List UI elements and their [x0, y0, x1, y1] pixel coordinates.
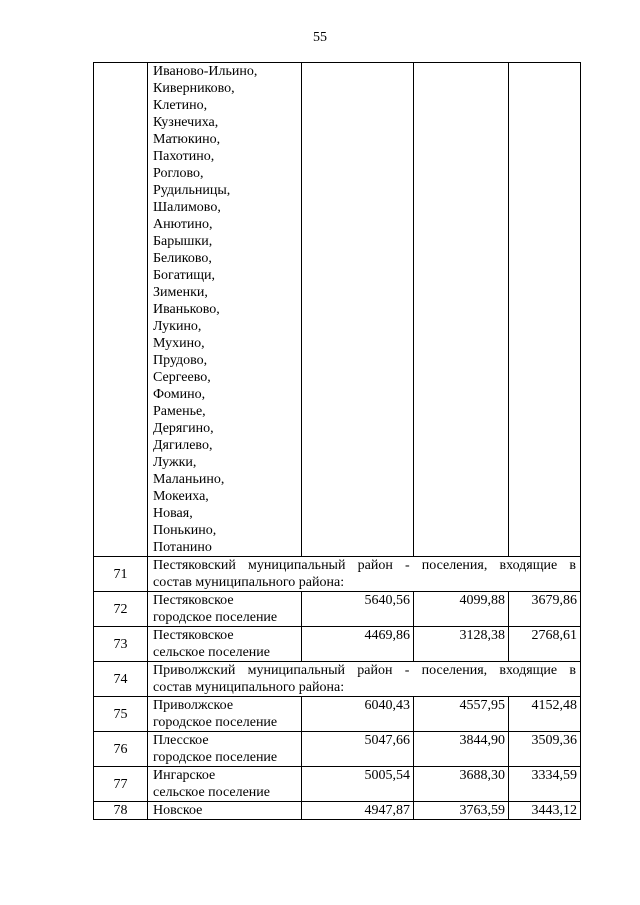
row-number: 75: [94, 697, 148, 732]
village-list-cell: [148, 63, 302, 557]
district-heading-line1: Приволжский муниципальный район - поселения, входящие в: [153, 663, 576, 678]
value-3: 3679,86: [509, 592, 581, 627]
row-number: 78: [94, 802, 148, 820]
value-cell-2: [414, 63, 509, 557]
value-2: 3128,38: [414, 627, 509, 662]
settlement-name-line1: Плесское: [153, 733, 209, 748]
settlement-name-line2: городское поселение: [153, 715, 278, 730]
district-heading: [148, 557, 581, 592]
village-name: Лукино,: [153, 319, 202, 334]
value-3: 3334,59: [509, 767, 581, 802]
district-heading-line2: состав муниципального района:: [153, 575, 345, 590]
table-row: [94, 557, 581, 592]
settlement-name-line2: городское поселение: [153, 610, 278, 625]
settlement-name: [148, 627, 302, 662]
table-row: [94, 662, 581, 697]
village-name: Прудово,: [153, 353, 208, 368]
settlement-name-line1: Приволжское: [153, 698, 234, 713]
village-name: Роглово,: [153, 166, 204, 181]
row-number-cell: [94, 63, 148, 557]
district-heading: [148, 662, 581, 697]
value-3: 2768,61: [509, 627, 581, 662]
village-name: Беликово,: [153, 251, 212, 266]
settlement-name-line1: Новское: [153, 803, 203, 818]
district-heading-line2: состав муниципального района:: [153, 680, 345, 695]
village-name: Сергеево,: [153, 370, 211, 385]
table-row-continuation: [94, 63, 581, 557]
village-name: Мухино,: [153, 336, 205, 351]
value-1: 5640,56: [302, 592, 414, 627]
village-name: Рудильницы,: [153, 183, 231, 198]
settlement-name: [148, 697, 302, 732]
value-1: 5047,66: [302, 732, 414, 767]
value-2: 3844,90: [414, 732, 509, 767]
village-name: Потанино: [153, 540, 212, 555]
village-name: Фомино,: [153, 387, 206, 402]
settlement-name: [148, 592, 302, 627]
value-1: 5005,54: [302, 767, 414, 802]
settlement-name-line2: сельское поселение: [153, 785, 270, 800]
value-1: 6040,43: [302, 697, 414, 732]
village-name: Раменье,: [153, 404, 206, 419]
village-name: Зименки,: [153, 285, 208, 300]
row-number: 74: [94, 662, 148, 697]
village-name: Мокеиха,: [153, 489, 209, 504]
settlement-name: [148, 802, 302, 820]
village-name: Киверниково,: [153, 81, 235, 96]
settlement-name: [148, 732, 302, 767]
settlements-table: [93, 62, 581, 820]
village-name: Иваново-Ильино,: [153, 64, 258, 79]
table-row: [94, 592, 581, 627]
value-3: 3509,36: [509, 732, 581, 767]
settlement-name-line2: городское поселение: [153, 750, 278, 765]
village-name: Пахотино,: [153, 149, 215, 164]
row-number: 77: [94, 767, 148, 802]
value-2: 4557,95: [414, 697, 509, 732]
village-name: Кузнечиха,: [153, 115, 219, 130]
village-name: Маланьино,: [153, 472, 225, 487]
value-2: 4099,88: [414, 592, 509, 627]
value-1: 4469,86: [302, 627, 414, 662]
table-row: [94, 732, 581, 767]
value-3: 4152,48: [509, 697, 581, 732]
village-name: Барышки,: [153, 234, 213, 249]
settlement-name-line2: сельское поселение: [153, 645, 270, 660]
settlement-name: [148, 767, 302, 802]
village-name: Иваньково,: [153, 302, 220, 317]
table-row: [94, 627, 581, 662]
district-heading-line1: Пестяковский муниципальный район - поселения, входящие в: [153, 558, 576, 573]
village-name: Анютино,: [153, 217, 213, 232]
row-number: 76: [94, 732, 148, 767]
table-row: [94, 802, 581, 820]
village-name: Понькино,: [153, 523, 217, 538]
table-row: [94, 767, 581, 802]
value-2: 3688,30: [414, 767, 509, 802]
row-number: 72: [94, 592, 148, 627]
table-row: [94, 697, 581, 732]
village-name: Богатищи,: [153, 268, 216, 283]
value-1: 4947,87: [302, 802, 414, 820]
value-3: 3443,12: [509, 802, 581, 820]
village-name: Матюкино,: [153, 132, 221, 147]
village-name: Шалимово,: [153, 200, 221, 215]
village-name: Лужки,: [153, 455, 197, 470]
village-name: Новая,: [153, 506, 193, 521]
settlement-name-line1: Ингарское: [153, 768, 216, 783]
settlement-name-line1: Пестяковское: [153, 628, 234, 643]
row-number: 73: [94, 627, 148, 662]
village-name: Дягилево,: [153, 438, 213, 453]
row-number: 71: [94, 557, 148, 592]
value-cell-3: [509, 63, 581, 557]
village-name: Дерягино,: [153, 421, 214, 436]
value-2: 3763,59: [414, 802, 509, 820]
village-name: Клетино,: [153, 98, 208, 113]
value-cell-1: [302, 63, 414, 557]
settlement-name-line1: Пестяковское: [153, 593, 234, 608]
page-number: 55: [313, 30, 327, 45]
